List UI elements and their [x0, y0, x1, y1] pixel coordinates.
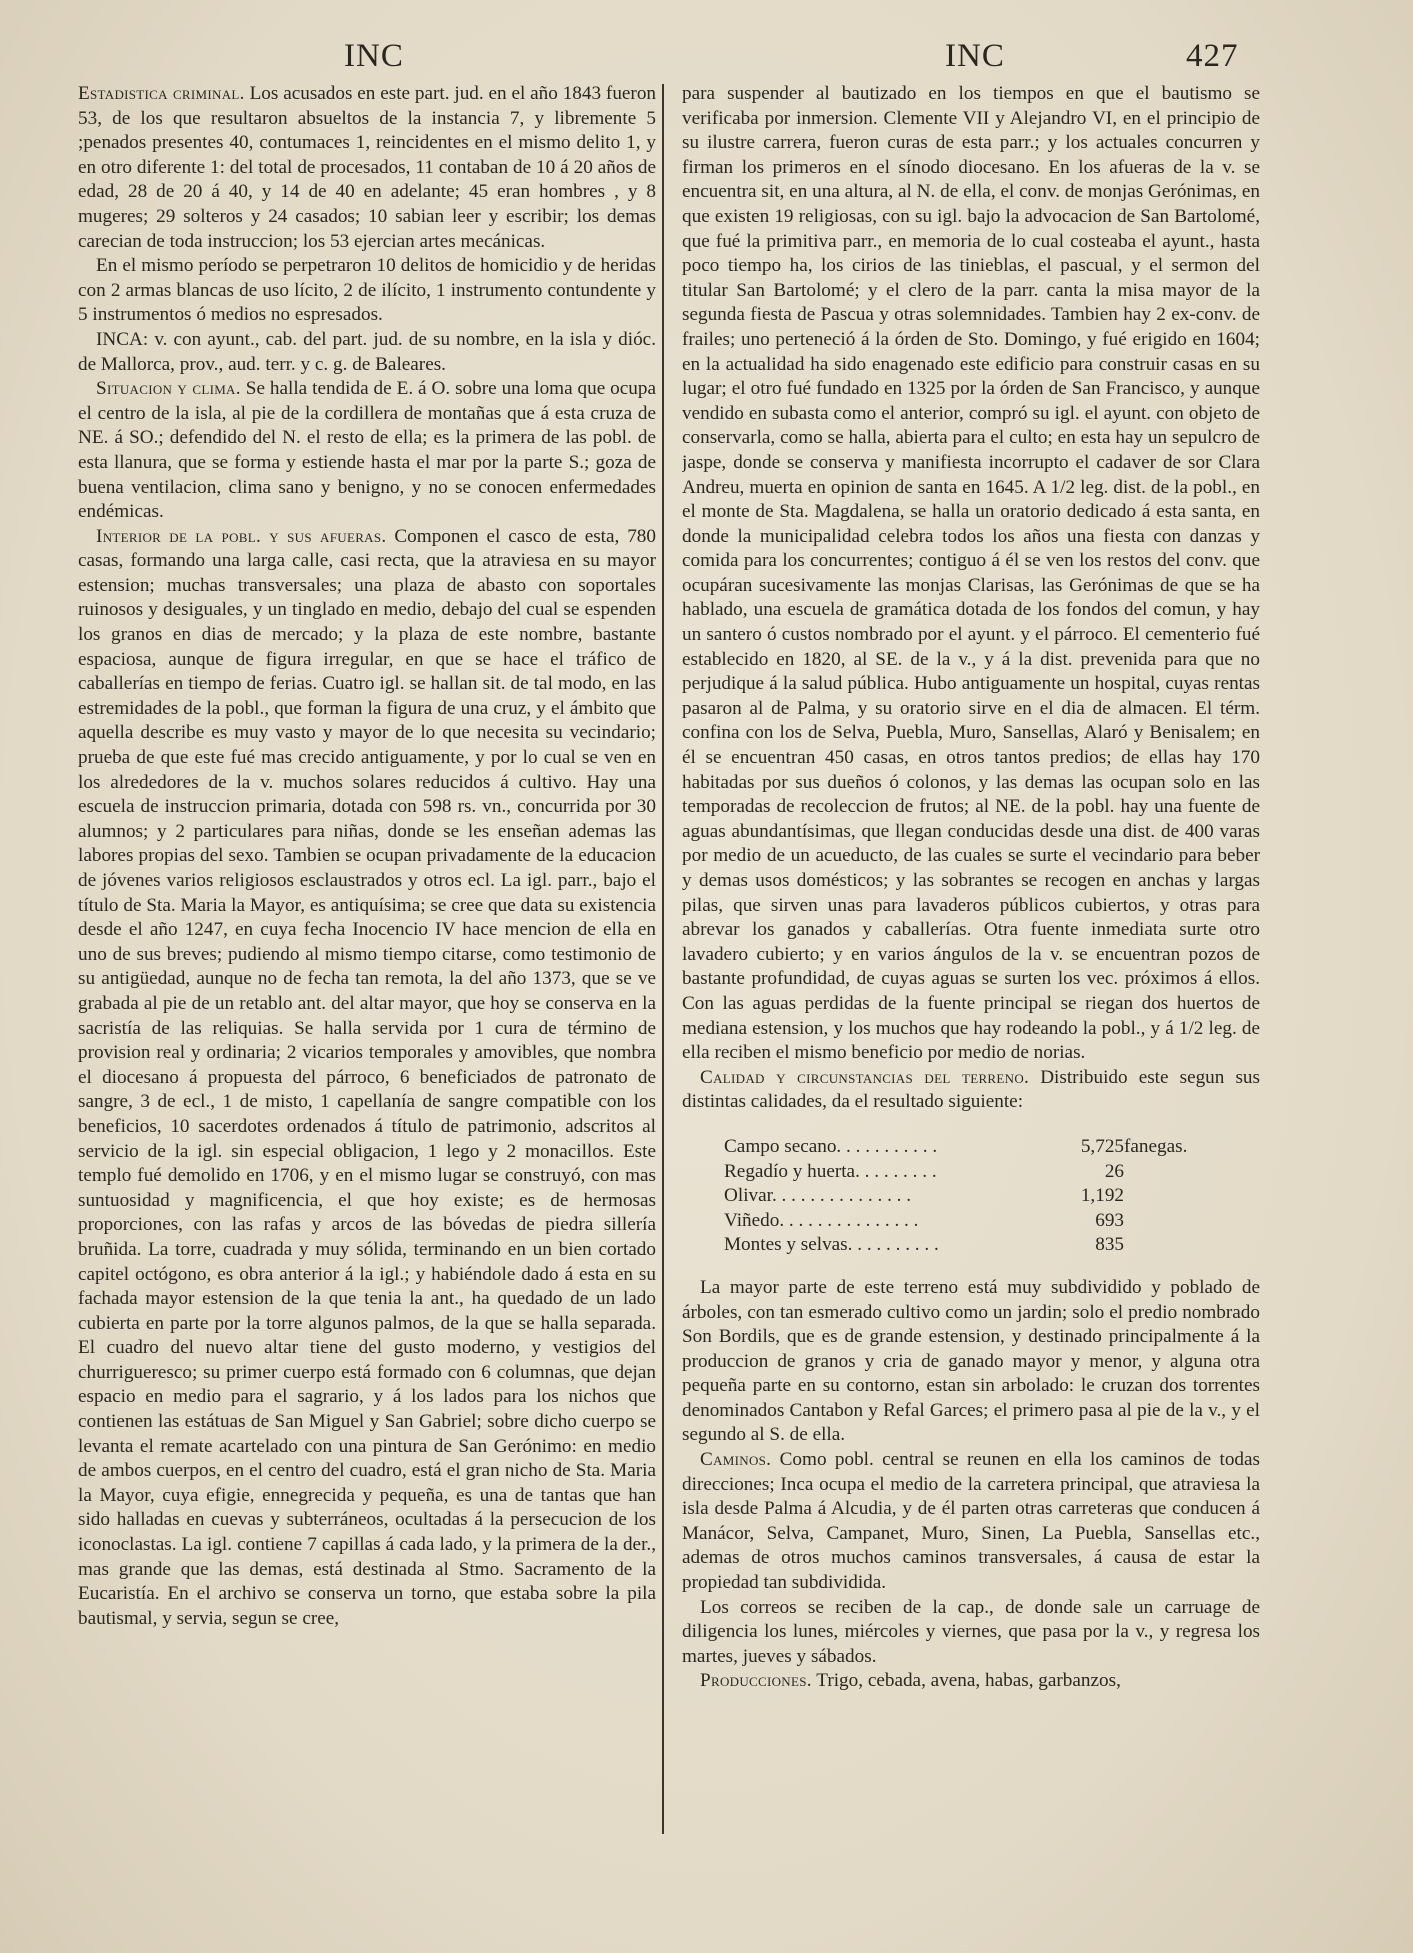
row-value: 26: [1104, 1160, 1124, 1182]
section-lead: Estadistica criminal.: [78, 83, 245, 104]
row-value: 693: [1095, 1209, 1124, 1231]
paragraph-text: INCA: v. con ayunt., cab. del part. jud. de su nombre, en la isla y dióc. de Mallorca, prov., aud. terr. y c. g. de Baleares.: [78, 328, 656, 375]
paragraph-text: para suspender al bautizado en los tiempos en que el bautismo se verificaba por inmersion. Clemente VII y Alejandro VI, en el principio de su ilustre carrera, fueron curas de esta parr.; y los actuales concurren y firman los primeros en el sínodo diocesano. En los afueras de la v. se encuentra sit, en una altura, al N. de ella, el conv. de monjas Gerónimas, en que existen 19 religiosas, con su igl. bajo la advocacion de San Bartolomé, que fué la primitiva parr., en memoria de lo cual costeaba el ayunt., hasta poco tiempo ha, los cirios de las tinieblas, el pascual, y el sermon del titular San Bartolomé; y el clero de la parr. canta la misa mayor de la segunda fiesta de Pascua y otras solemnidades. Tambien hay 2 ex-conv. de frailes; uno perteneció á la órden de Sto. Domingo, y fué erigido en 1604; en la actualidad ha sido enagenado este edificio para construir casas en su lugar; el otro fué fundado en 1325 por la órden de San Francisco, y aunque vendido en subasta como el anterior, compró su igl. el ayunt. con objeto de conservarla, como se halla, abierta para el culto; en esta hay un sepulcro de jaspe, donde se conserva y manifiesta incorrupto el cadaver de sor Clara Andreu, muerta en opinion de santa en 1645. A 1/2 leg. dist. de la pobl., en el monte de Sta. Magdalena, se halla un oratorio dedicado á esta santa, en donde la municipalidad celebra todos los años una fiesta con danzas y comida para los concurrentes; contiguo á él se ven los restos del conv. que ocupáran sucesivamente las monjas Clarisas, las Gerónimas de que se ha hablado, una escuela de gramática dotada de los fondos del comun, y hay un santero ó custos nombrado por el ayunt. y el párroco. El cementerio fué establecido en 1820, al SE. de la v., y á la dist. prevenida para que no perjudique á la salud pública. Hubo antiguamente un hospital, cuyas rentas pasaron al de Palma, y su oratorio sirve en el dia de almacen. El térm. confina con los de Selva, Puebla, Muro, Sansellas, Alaró y Benisalem; en él se encuentran 450 casas, en otros tantos predios; de ellas hay 170 habitadas por sus dueños ó colonos, y las demas las ocupan solo en las temporadas de recoleccion de frutos; al NE. de la pobl. hay una fuente de aguas abundantísimas, que llegan conducidas desde una dist. de 400 varas por medio de un acueducto, de las cuales se surte el vecindario para beber y demas usos domésticos; y las sobrantes se recogen en anchas y largas pilas, que sirven unas para lavaderos públicos cubiertos, y otras para abrevar los ganados y caballerías. Otra fuente inmediata surte otro lavadero cubierto; y en varios ángulos de la v. se encuentran pozos de bastante profundidad, de cuyas aguas se surten los vec. próximos á ellos. Con las aguas perdidas de la fuente principal se riegan dos huertos de mediana estension, y los muchos que hay rodeando la pobl., y á 1/2 leg. de ella reciben el mismo beneficio por medio de norias.: [682, 83, 1260, 1064]
section-lead: Caminos.: [700, 1449, 772, 1471]
paragraph-text: Los correos se reciben de la cap., de donde sale un carruage de diligencia los lunes, miércoles y viernes, que pasa por la v., y regresa los martes, jueves y sábados.: [682, 1596, 1260, 1667]
paragraph: [682, 1596, 1260, 1670]
paragraph-text: Componen el casco de esta, 780 casas, formando una larga calle, casi recta, que la atraviesa en su mayor estension; muchas transversales; una plaza de abasto con soportales ruinosos y desiguales, y un tinglado en medio, debajo del cual se espenden los granos en dias de mercado; y la plaza de este nombre, bastante espaciosa, aunque de figura irregular, en que se hace el tráfico de caballerías en tiempo de ferias. Cuatro igl. se hallan sit. de tal modo, en las estremidades de la pobl., que forman la figura de una cruz, y el ámbito que aquella describe es muy vasto y mayor de lo que necesita su vecindario; prueba de que este fué mas crecido antiguamente, y por lo cual se ven en los alrededores de la v. muchos solares reducidos á cultivo. Hay una escuela de instruccion primaria, dotada con 598 rs. vn., concurrida por 30 alumnos; y 2 particulares para niñas, donde se les enseñan ademas las labores propias del sexo. Tambien se ocupan privadamente de la educacion de jóvenes varios religiosos esclaustrados y otros ecl. La igl. parr., bajo el título de Sta. Maria la Mayor, es antiquísima; se cree que data su existencia desde el año 1247, en cuya fecha Inocencio IV hace mencion de ella en uno de sus breves; pudiendo al mismo tiempo citarse, como testimonio de su antigüedad, aunque no de fecha tan remota, la del año 1373, que se ve grabada al pie de un retablo ant. del altar mayor, que hoy se conserva en la sacristía de las reliquias. Se halla servida por 1 cura de término de provision real y ordinaria; 2 vicarios temporales y amovibles, que nombra el diocesano á propuesta del párroco, 6 beneficiados de patronato de sangre, 3 de ecl., 1 de misto, 1 capellanía de sangre compatible con los beneficios, 10 sacerdotes ordenados á título de patrimonio, adscritos al servicio de la igl. sin especial obligacion, 1 lego y 2 monacillos. Este templo fué demolido en 1706, y en el mismo lugar se construyó, con mas suntuosidad y magnificencia, el que hoy existe; es de hermosas proporciones, con las rafas y arcos de las bóvedas de piedra sillería bruñida. La torre, cuadrada y muy sólida, terminando en un bien cortado capitel octógono, es obra anterior á la igl.; y habiéndole dado á esta en su fachada mayor estension de la que tenia la ant., ha quedado de un lado cubierta en parte por la torre algunos palmos, de la que se halla separada. El cuadro del nuevo altar tiene del gusto moderno, y vestigios del churrigueresco; su primer cuerpo está formado con 6 columnas, que dejan espacio en medio para el sagrario, y á los lados para los nichos que contienen las estátuas de San Miguel y San Gabriel; sobre dicho cuerpo se levanta el remate acartelado con una pintura de San Gerónimo: en medio de ambos cuerpos, en el centro del cuadro, está el gran nicho de Sta. Maria la Mayor, cuya efigie, ennegrecida y pequeña, es una de tantas que han sido halladas en cuevas y subterráneos, ocultadas á la persecucion de los iconoclastas. La igl. contiene 7 capillas á cada lado, y la primera de la der., mas grande que las demas, está destinada al Stmo. Sacramento de la Eucaristía. En el archivo se conserva un torno, que estaba sobre la pila bautismal, y servia, segun se cree,: [78, 525, 656, 1629]
paragraph-text: Se halla tendida de E. á O. sobre una loma que ocupa el centro de la isla, al pie de la cordillera de montañas que á esta cruza de NE. á SO.; defendido del N. el resto de ella; es la primera de las pobl. de esta llanura, que se forma y estiende hasta el mar por la parte S.; goza de buena ventilacion, clima sano y benigno, y no se conocen enfermedades endémicas.: [78, 378, 656, 523]
paragraph: [682, 1066, 1260, 1115]
paragraph: [78, 254, 656, 328]
row-value: 5,725: [1080, 1135, 1124, 1157]
section-lead: Calidad y circunstancias del terreno.: [700, 1066, 1030, 1088]
paragraph-text: Como pobl. central se reunen en ella los caminos de todas direcciones; Inca ocupa el medio de la carretera principal, que atraviesa la isla desde Palma á Alcudia, y de él parten otras carreteras que conducen á Manácor, Selva, Campanet, Muro, Sinen, La Puebla, Sansellas etc., ademas de otros muchos caminos transversales, á causa de estar la propiedad tan subdividida.: [682, 1449, 1260, 1594]
row-unit: [1124, 1160, 1244, 1185]
row-value: 835: [1095, 1234, 1124, 1256]
section-lead: Interior de la pobl. y sus afueras.: [96, 525, 387, 547]
row-label: Regadío y huerta. . . . . . . . .: [724, 1160, 937, 1182]
section-lead: Situacion y clima.: [96, 378, 241, 400]
paragraph-text: En el mismo período se perpetraron 10 delitos de homicidio y de heridas con 2 armas blancas de uso lícito, 2 de ilícito, 1 instrumento contundente y 5 instrumentos ó medios no espresados.: [78, 255, 656, 326]
paragraph-text: Los acusados en este part. jud. en el año 1843 fueron 53, de los que resultaron absueltos de la instancia 7, y libremente 5 ;penados presentes 40, contumaces 1, reincidentes en el mismo delito 1, y en otro diferente 1: del total de procesados, 11 contaban de 10 á 20 años de edad, 28 de 20 á 40, y 14 de 40 en adelante; 45 eran hombres , y 8 mugeres; 29 solteros y 24 casados; 10 sabian leer y escribir; los demas carecian de toda instruccion; los 53 ejercian artes mecánicas.: [78, 83, 656, 252]
left-column: [78, 82, 656, 1842]
table-row: [724, 1135, 1244, 1160]
row-unit: [1124, 1233, 1244, 1258]
row-unit: fanegas.: [1124, 1135, 1188, 1157]
right-column: [682, 82, 1260, 1812]
row-unit: [1124, 1209, 1244, 1234]
paragraph: [78, 328, 656, 377]
table-row: [724, 1160, 1244, 1185]
land-distribution-table: [724, 1135, 1244, 1258]
paragraph-text: La mayor parte de este terreno está muy subdividido y poblado de árboles, con tan esmerado cultivo como un jardin; solo el predio nombrado Son Bordils, que es de grande estension, y destinado principalmente á la produccion de granos y cria de ganado mayor y menor, y alguna otra pequeña parte en su contorno, estan sin arbolado: le cruzan dos torrentes denominados Cantabon y Refal Garces; el primero pasa al pie de la v., y el segundo al S. de ella.: [682, 1276, 1260, 1446]
page-header: [0, 38, 1413, 88]
paragraph: [78, 525, 656, 1632]
running-head-left: INC: [344, 38, 404, 74]
table-row: [724, 1184, 1244, 1209]
paragraph: [682, 1669, 1260, 1694]
paragraph-text: Distribuido este segun sus distintas calidades, da el resultado siguiente:: [682, 1066, 1260, 1113]
table-row: [724, 1233, 1244, 1258]
table-row: [724, 1209, 1244, 1234]
paragraph: [682, 1276, 1260, 1448]
row-unit: [1124, 1184, 1244, 1209]
paragraph-text: Trigo, cebada, avena, habas, garbanzos,: [811, 1670, 1121, 1692]
page-number: 427: [1186, 38, 1239, 74]
paragraph: [78, 377, 656, 525]
row-value: 1,192: [1080, 1185, 1124, 1207]
row-label: Montes y selvas. . . . . . . . . .: [724, 1234, 939, 1256]
paragraph: [682, 82, 1260, 1066]
row-label: Campo secano. . . . . . . . . . .: [724, 1135, 938, 1157]
section-lead: Producciones.: [700, 1670, 812, 1692]
column-divider: [662, 84, 664, 1834]
running-head-right: INC: [945, 38, 1005, 74]
row-label: Olivar. . . . . . . . . . . . . . .: [724, 1185, 912, 1207]
row-label: Viñedo. . . . . . . . . . . . . . .: [724, 1209, 919, 1231]
paragraph: [682, 1448, 1260, 1596]
paragraph: [78, 82, 656, 254]
